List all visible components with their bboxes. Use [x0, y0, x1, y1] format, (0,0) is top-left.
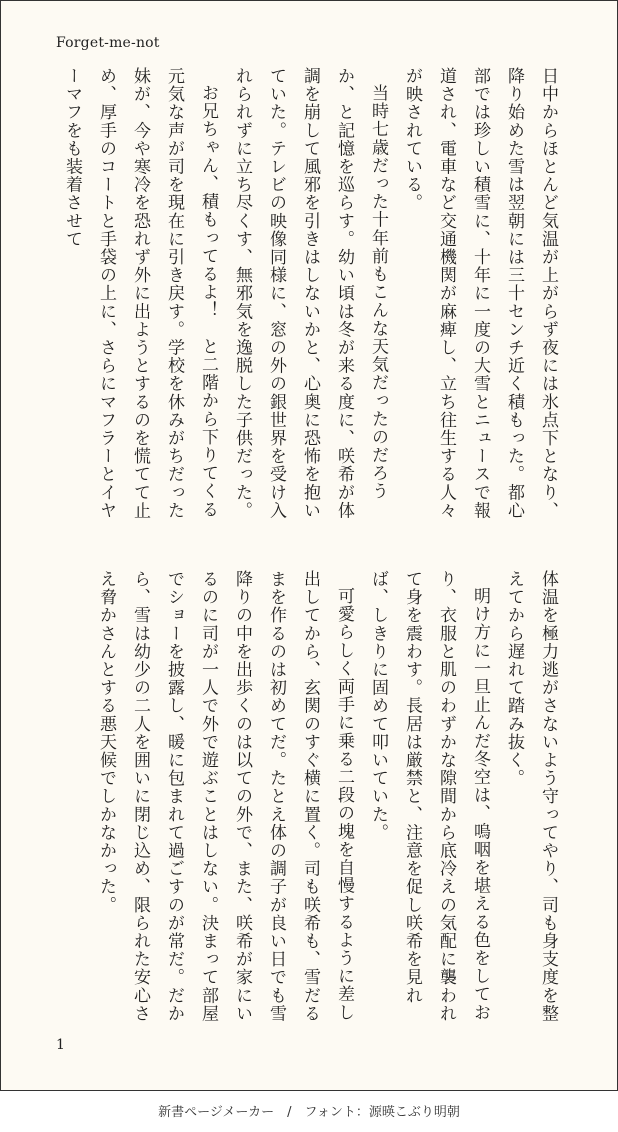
paragraph: 体温を極力逃がさないよう守ってやり、司も身支度を整えてから遅れて踏み抜く。	[504, 570, 558, 1023]
paragraph: 日中からほとんど気温が上がらず夜には氷点下となり、降り始めた雪は翌朝には三十センチ近く積もった。都心部では珍しい積雪に、十年に一度の大雪とニュースで報道され、電車など交通機関が麻痺し、立ち往生する人々が映されている。	[402, 67, 558, 520]
text-block-lower	[53, 570, 565, 1030]
book-title: Forget-me-not	[56, 35, 160, 51]
footer-credit: 新書ページメーカー / フォント：源暎こぶり明朝	[158, 1105, 460, 1120]
paragraph: お兄ちゃん、積もってるよ！ と二階から下りてくる元気な声が司を現在に引き戻す。学校を休みがちだった妹が、今や寒冷を恐れず外に出ようとするのを慌てて止め、厚手のコートと手袋の上に、さらにマフラーとイヤーマフをも装着させて	[62, 67, 218, 520]
paragraph: 可愛らしく両手に乗る二段の塊を自慢するように差し出してから、玄関のすぐ横に置く。司も咲希も、雪だるまを作るのは初めてだ。たとえ体の調子が良い日でも雪降りの中を出歩くのは以ての外で、また、咲希が家にいるのに司が一人で外で遊ぶことはしない。決まって部屋でショーを披露し、暖に包まれて過ごすのが常だ。だから、雪は幼少の二人を囲いに閉じ込め、限られた安心さえ脅かさんとする悪天候でしかなかった。	[96, 570, 354, 1023]
paragraph: 明け方に一旦止んだ冬空は、嗚咽を堪える色をしており、衣服と肌のわずかな隙間から底冷えの気配に襲われて身を震わす。長居は厳禁と、注意を促し咲希を見れば、しきりに固めて叩いていた。	[368, 570, 490, 1023]
paragraph: 当時七歳だった十年前もこんな天気だったのだろうか、と記憶を巡らす。幼い頃は冬が来る度に、咲希が体調を崩して風邪を引きはしないかと、心奥に恐怖を抱いていた。テレビの映像同様に、窓の外の銀世界を受け入れられずに立ち尽くす、無邪気を逸脱した子供だった。	[232, 67, 388, 520]
text-block-upper	[53, 67, 565, 527]
page-number: 1	[56, 1037, 65, 1053]
